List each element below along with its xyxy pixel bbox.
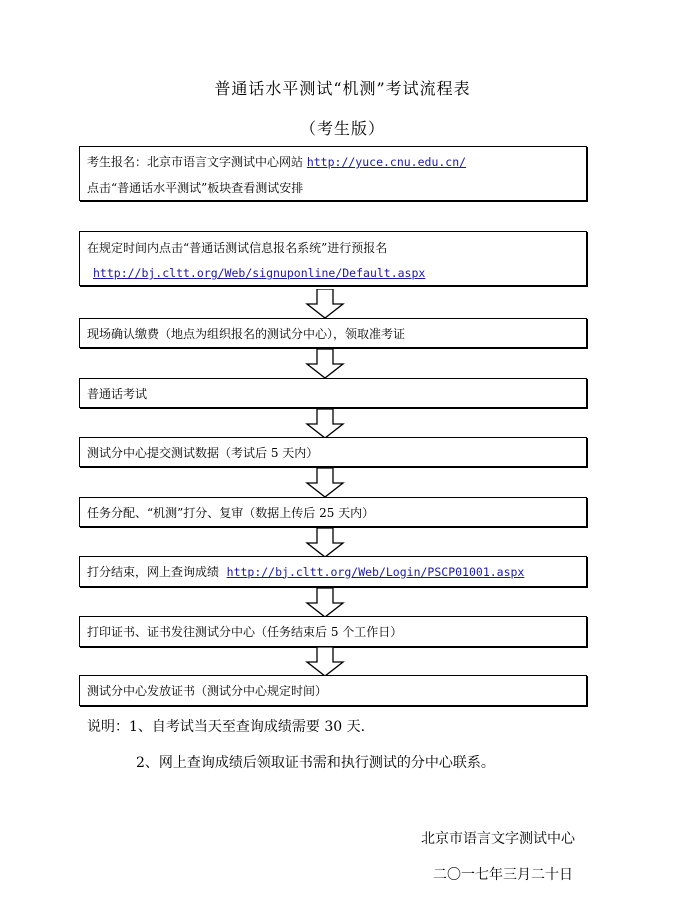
document-subtitle: （考生版）: [299, 119, 385, 138]
signature-date: 二〇一七年三月二十日: [433, 867, 573, 883]
registration-site-link[interactable]: http://yuce.cnu.edu.cn/: [306, 155, 467, 169]
note-line-2: 2、网上查询成绩后领取证书需和执行测试的分中心联系。: [136, 755, 495, 771]
signup-online-link[interactable]: http://bj.cltt.org/Web/signuponline/Default.aspx: [93, 266, 426, 280]
document-title: 普通话水平测试“机测”考试流程表: [214, 79, 471, 98]
step-query-results: [79, 556, 587, 587]
flow-arrow-icon: [305, 588, 345, 618]
step-registration-line2: 点击“普通话水平测试”板块查看测试安排: [87, 181, 304, 195]
step-confirm-payment-text: 现场确认缴费（地点为组织报名的测试分中心），领取准考证: [87, 326, 406, 341]
signature-org: 北京市语言文字测试中心: [421, 831, 575, 847]
step-preregistration-line1: 在规定时间内点击“普通话测试信息报名系统”进行预报名: [87, 241, 388, 255]
step-registration-text: 考生报名：北京市语言文字测试中心网站: [87, 155, 307, 169]
step-issue-certificate-text: 测试分中心发放证书（测试分中心规定时间）: [87, 684, 328, 698]
step-scoring-text: 任务分配、“机测”打分、复审（数据上传后 25 天内）: [87, 505, 375, 520]
step-issue-certificate: [79, 675, 587, 706]
results-query-link[interactable]: http://bj.cltt.org/Web/Login/PSCP01001.aspx: [226, 564, 525, 579]
step-exam-text: 普通话考试: [87, 386, 148, 401]
step-print-certificate: [79, 616, 587, 647]
step-submit-data-text: 测试分中心提交测试数据（考试后 5 天内）: [87, 445, 319, 460]
step-query-results-text: 打分结束，网上查询成绩: [87, 565, 227, 579]
step-registration: [79, 146, 587, 201]
step-print-certificate-text: 打印证书、证书发往测试分中心（任务结束后 5 个工作日）: [87, 625, 403, 639]
flow-arrow-icon: [305, 349, 345, 379]
step-exam: [79, 378, 587, 408]
step-submit-data: [79, 437, 587, 467]
flow-arrow-icon: [305, 289, 345, 319]
step-registration-line1: [87, 153, 466, 170]
flow-arrow-icon: [305, 647, 345, 677]
step-scoring: [79, 497, 587, 527]
step-confirm-payment: [79, 318, 587, 348]
flow-arrow-icon: [305, 409, 345, 439]
step-preregistration: [79, 231, 587, 286]
flow-arrow-icon: [305, 528, 345, 558]
flow-arrow-icon: [305, 468, 345, 498]
note-line-1: 说明：1、自考试当天至查询成绩需要 30 天.: [87, 719, 366, 735]
